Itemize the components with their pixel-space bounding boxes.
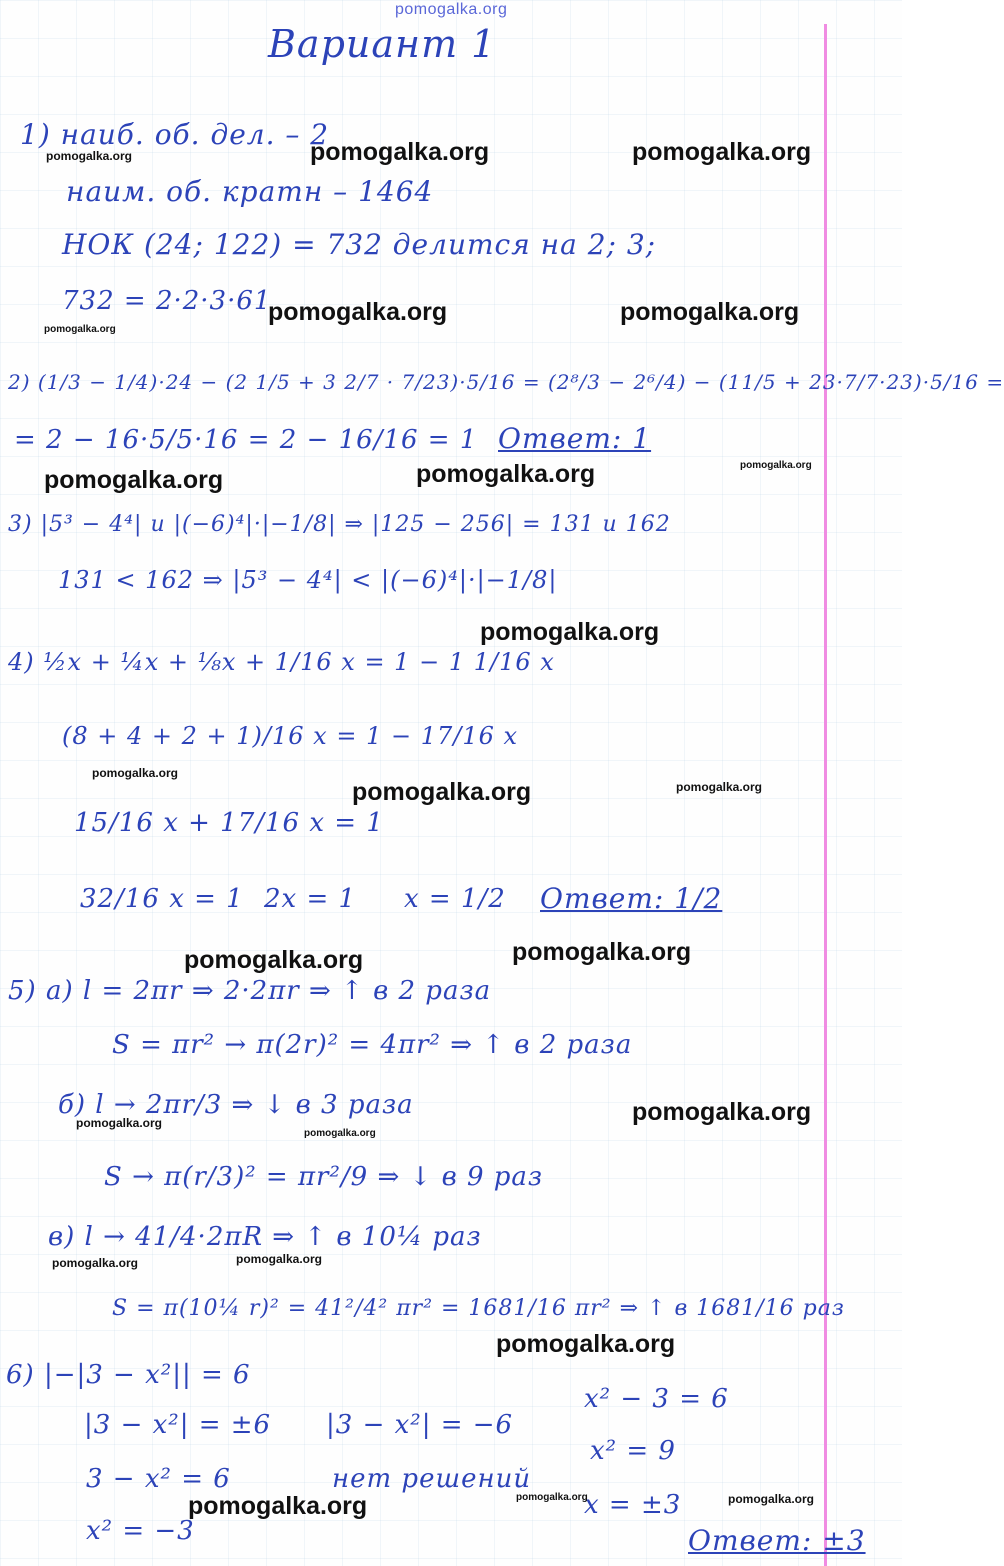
task4-line4a: 32/16 x = 1 [80,884,244,914]
watermark[interactable]: pomogalka.org [740,460,812,471]
watermark[interactable]: pomogalka.org [416,460,596,488]
task4-line2: (8 + 4 + 2 + 1)/16 x = 1 − 17/16 x [62,722,519,750]
task2-line2: = 2 − 16·5/5·16 = 2 − 16/16 = 1 [14,425,478,455]
watermark[interactable]: pomogalka.org [304,1128,376,1139]
watermark[interactable]: pomogalka.org [480,618,660,646]
task5-c-line1: в) l → 41/4·2πR ⇒ ↑ в 10¼ раз [48,1222,482,1252]
task6-answer: Ответ: ±3 [688,1524,866,1557]
task5-a-line2: S = πr² → π(2r)² = 4πr² ⇒ ↑ в 2 раза [112,1030,633,1060]
watermark[interactable]: pomogalka.org [310,138,490,166]
watermark[interactable]: pomogalka.org [46,149,133,163]
task6-line1: 6) |−|3 − x²|| = 6 [6,1360,251,1390]
task3-line1: 3) |5³ − 4⁴| и |(−6)⁴|·|−1/8| ⇒ |125 − 256| = 131 и 162 [8,512,671,537]
task6-line2b: |3 − x²| = −6 [326,1410,514,1440]
watermark[interactable]: pomogalka.org [76,1116,163,1130]
task2-line1: 2) (1/3 − 1/4)·24 − (2 1/5 + 3 2/7 · 7/23)·5/16 = (2⁸/3 − 2⁶/4) − (11/5 + 23·7/7·23)·5/16 = [8,370,1004,394]
watermark[interactable]: pomogalka.org [236,1252,323,1266]
task4-line4b: 2x = 1 [264,884,357,914]
task6-right1: x² − 3 = 6 [584,1384,729,1414]
task2-answer: Ответ: 1 [498,422,652,455]
watermark[interactable]: pomogalka.org [92,766,179,780]
watermark[interactable]: pomogalka.org [44,324,116,335]
watermark[interactable]: pomogalka.org [44,466,224,494]
watermark[interactable]: pomogalka.org [676,780,763,794]
watermark[interactable]: pomogalka.org [620,298,800,326]
task6-right2: x² = 9 [590,1436,676,1466]
task6-line3: 3 − x² = 6 [86,1464,231,1494]
watermark[interactable]: pomogalka.org [512,938,692,966]
task6-right3: x = ±3 [584,1490,682,1520]
task6-line4: x² = −3 [86,1516,195,1546]
watermark[interactable]: pomogalka.org [516,1492,588,1503]
task5-a-line1: 5) а) l = 2πr ⇒ 2·2πr ⇒ ↑ в 2 раза [8,976,492,1006]
task4-answer: Ответ: 1/2 [540,882,723,915]
watermark[interactable]: pomogalka.org [632,138,812,166]
watermark[interactable]: pomogalka.org [632,1098,812,1126]
margin-line [824,24,827,1566]
task4-line4c: x = 1/2 [404,884,506,914]
task5-c-line2: S = π(10¼ r)² = 41²/4² πr² = 1681/16 πr² ⇒ ↑ в 1681/16 раз [112,1296,845,1321]
task3-line2: 131 < 162 ⇒ |5³ − 4⁴| < |(−6)⁴|·|−1/8| [58,566,558,594]
page-title: Вариант 1 [268,22,497,66]
task5-b-line1: б) l → 2πr/3 ⇒ ↓ в 3 раза [58,1090,414,1120]
site-link[interactable]: pomogalka.org [395,1,508,18]
watermark[interactable]: pomogalka.org [52,1256,139,1270]
task1-line3: НОК (24; 122) = 732 делится на 2; 3; [62,228,657,261]
task6-line3b: нет решений [332,1464,532,1494]
watermark[interactable]: pomogalka.org [352,778,532,806]
watermark[interactable]: pomogalka.org [496,1330,676,1358]
task1-line1: 1) наиб. об. дел. – 2 [20,118,330,151]
task4-line3: 15/16 x + 17/16 x = 1 [74,808,384,838]
task6-line2: |3 − x²| = ±6 [84,1410,272,1440]
watermark[interactable]: pomogalka.org [184,946,364,974]
watermark[interactable]: pomogalka.org [728,1492,815,1506]
task1-line2: наим. об. кратн – 1464 [66,175,434,208]
task1-line4: 732 = 2·2·3·61 [62,286,272,316]
task4-line1: 4) ½x + ¼x + ⅛x + 1/16 x = 1 − 1 1/16 x [8,648,555,676]
watermark[interactable]: pomogalka.org [268,298,448,326]
task5-b-line2: S → π(r/3)² = πr²/9 ⇒ ↓ в 9 раз [104,1162,544,1192]
watermark[interactable]: pomogalka.org [188,1492,368,1520]
